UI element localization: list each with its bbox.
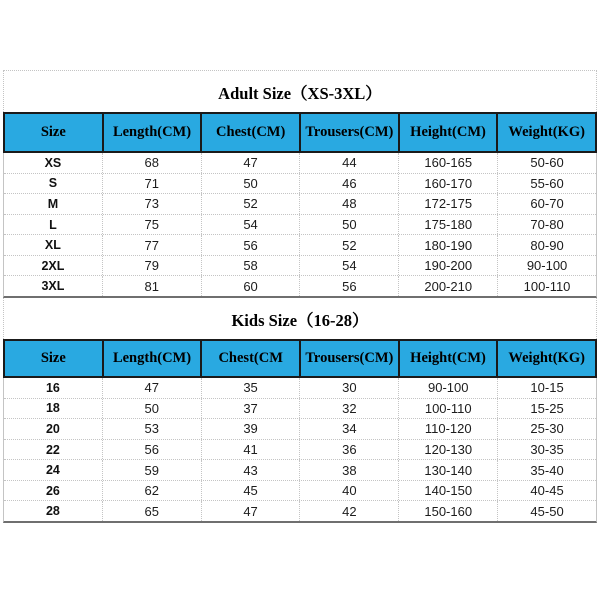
column-header: Size xyxy=(5,114,104,151)
value-cell: 73 xyxy=(103,194,202,214)
value-cell: 71 xyxy=(103,174,202,194)
column-header: Chest(CM xyxy=(202,341,301,376)
size-cell: XL xyxy=(4,235,103,255)
value-cell: 56 xyxy=(300,276,399,296)
adult-table-title: Adult Size（XS-3XL） xyxy=(3,70,597,112)
table-row xyxy=(4,174,596,195)
value-cell: 68 xyxy=(103,153,202,173)
value-cell: 46 xyxy=(300,174,399,194)
value-cell: 110-120 xyxy=(399,419,498,439)
value-cell: 60 xyxy=(202,276,301,296)
value-cell: 90-100 xyxy=(399,378,498,398)
value-cell: 45 xyxy=(202,481,301,501)
adult-size-section xyxy=(3,70,597,298)
column-header: Weight(KG) xyxy=(508,350,585,366)
kids-size-section xyxy=(3,298,597,523)
value-cell: 30-35 xyxy=(530,442,564,458)
value-cell: 59 xyxy=(103,460,202,480)
value-cell: 44 xyxy=(300,153,399,173)
value-cell: 75 xyxy=(103,215,202,235)
column-header: Height(CM) xyxy=(400,114,499,151)
size-cell: L xyxy=(4,215,103,235)
value-cell: 77 xyxy=(103,235,202,255)
column-header: Trousers(CM) xyxy=(301,114,400,151)
value-cell: 50 xyxy=(202,174,301,194)
value-cell: 70-80 xyxy=(530,217,564,233)
value-cell: 50-60 xyxy=(530,155,564,171)
value-cell: 56 xyxy=(202,235,301,255)
column-header: Trousers(CM) xyxy=(301,341,400,376)
size-cell: 3XL xyxy=(4,276,103,296)
value-cell: 100-110 xyxy=(523,278,571,294)
value-cell: 55-60 xyxy=(530,175,564,191)
value-cell: 50 xyxy=(300,215,399,235)
value-cell: 40-45 xyxy=(530,483,564,499)
table-row xyxy=(4,481,596,502)
table-row xyxy=(4,440,596,461)
kids-table-body xyxy=(3,378,597,523)
size-cell: S xyxy=(4,174,103,194)
value-cell: 34 xyxy=(300,419,399,439)
table-row xyxy=(4,215,596,236)
column-header: Chest(CM) xyxy=(202,114,301,151)
size-cell: 20 xyxy=(4,419,103,439)
value-cell: 80-90 xyxy=(530,237,564,253)
table-row xyxy=(4,399,596,420)
value-cell: 120-130 xyxy=(399,440,498,460)
table-row xyxy=(4,153,596,174)
value-cell: 50 xyxy=(103,399,202,419)
value-cell: 38 xyxy=(300,460,399,480)
value-cell: 81 xyxy=(103,276,202,296)
table-row xyxy=(4,194,596,215)
value-cell: 47 xyxy=(202,501,301,521)
value-cell: 47 xyxy=(103,378,202,398)
value-cell: 15-25 xyxy=(530,400,564,416)
column-header: Size xyxy=(5,341,104,376)
value-cell: 36 xyxy=(300,440,399,460)
value-cell: 54 xyxy=(202,215,301,235)
value-cell: 35-40 xyxy=(530,462,564,478)
value-cell: 35 xyxy=(202,378,301,398)
size-cell: XS xyxy=(4,153,103,173)
size-cell: 2XL xyxy=(4,256,103,276)
value-cell: 172-175 xyxy=(399,194,498,214)
value-cell: 160-165 xyxy=(399,153,498,173)
column-header: Length(CM) xyxy=(104,341,203,376)
value-cell: 58 xyxy=(202,256,301,276)
value-cell: 52 xyxy=(300,235,399,255)
value-cell: 180-190 xyxy=(399,235,498,255)
value-cell: 39 xyxy=(202,419,301,439)
value-cell: 32 xyxy=(300,399,399,419)
value-cell: 43 xyxy=(202,460,301,480)
table-row xyxy=(4,276,596,296)
value-cell: 160-170 xyxy=(399,174,498,194)
value-cell: 52 xyxy=(202,194,301,214)
value-cell: 25-30 xyxy=(530,421,564,437)
size-cell: 28 xyxy=(4,501,103,521)
kids-header-row xyxy=(3,339,597,378)
column-header: Length(CM) xyxy=(104,114,203,151)
value-cell: 42 xyxy=(300,501,399,521)
size-cell: 16 xyxy=(4,378,103,398)
table-row xyxy=(4,501,596,521)
value-cell: 65 xyxy=(103,501,202,521)
value-cell: 56 xyxy=(103,440,202,460)
size-cell: 26 xyxy=(4,481,103,501)
value-cell: 10-15 xyxy=(530,380,564,396)
value-cell: 200-210 xyxy=(399,276,498,296)
size-chart xyxy=(3,70,597,523)
adult-header-row xyxy=(3,112,597,153)
table-row xyxy=(4,419,596,440)
value-cell: 60-70 xyxy=(530,196,564,212)
size-cell: M xyxy=(4,194,103,214)
value-cell: 45-50 xyxy=(530,503,564,519)
value-cell: 130-140 xyxy=(399,460,498,480)
value-cell: 62 xyxy=(103,481,202,501)
value-cell: 48 xyxy=(300,194,399,214)
size-cell: 18 xyxy=(4,399,103,419)
table-row xyxy=(4,256,596,277)
value-cell: 79 xyxy=(103,256,202,276)
value-cell: 53 xyxy=(103,419,202,439)
size-cell: 22 xyxy=(4,440,103,460)
table-row xyxy=(4,378,596,399)
value-cell: 150-160 xyxy=(399,501,498,521)
value-cell: 175-180 xyxy=(399,215,498,235)
column-header: Height(CM) xyxy=(400,341,499,376)
value-cell: 41 xyxy=(202,440,301,460)
adult-table-body xyxy=(3,153,597,298)
table-row xyxy=(4,460,596,481)
value-cell: 40 xyxy=(300,481,399,501)
table-row xyxy=(4,235,596,256)
value-cell: 140-150 xyxy=(399,481,498,501)
value-cell: 37 xyxy=(202,399,301,419)
value-cell: 47 xyxy=(202,153,301,173)
value-cell: 90-100 xyxy=(526,258,568,274)
value-cell: 54 xyxy=(300,256,399,276)
size-cell: 24 xyxy=(4,460,103,480)
value-cell: 30 xyxy=(300,378,399,398)
value-cell: 100-110 xyxy=(399,399,498,419)
kids-table-title: Kids Size（16-28） xyxy=(3,298,597,339)
value-cell: 190-200 xyxy=(399,256,498,276)
column-header: Weight(KG) xyxy=(508,124,585,140)
